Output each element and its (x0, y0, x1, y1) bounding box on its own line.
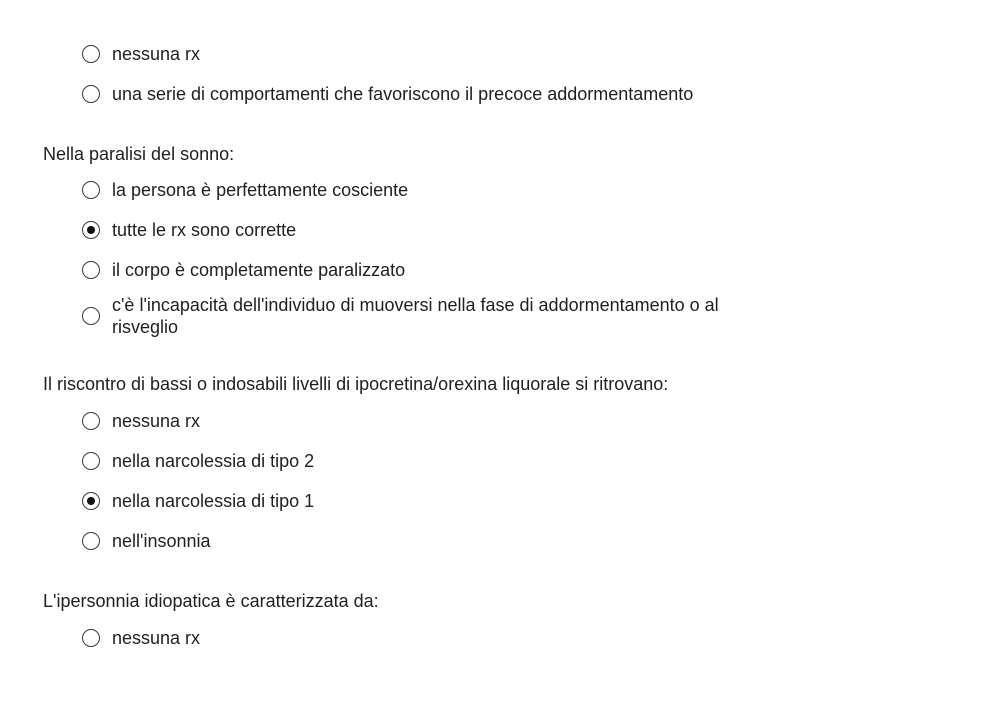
option-b1-o0[interactable] (82, 179, 408, 201)
option-b0-o1[interactable] (82, 83, 693, 105)
option-b3-o0[interactable] (82, 627, 200, 649)
radio-button[interactable] (82, 85, 100, 103)
radio-button[interactable] (82, 181, 100, 199)
question-text: L'ipersonnia idiopatica è caratterizzata da: (43, 591, 379, 611)
option-label: nessuna rx (112, 44, 201, 64)
option-b2-o0[interactable] (82, 410, 200, 432)
option-label: nella narcolessia di tipo 1 (112, 491, 315, 511)
option-label: nessuna rx (112, 411, 201, 431)
option-b2-o3[interactable] (82, 530, 211, 552)
radio-button[interactable] (82, 412, 100, 430)
option-label: la persona è perfettamente cosciente (112, 180, 409, 200)
radio-button[interactable] (82, 307, 100, 325)
option-b1-o2[interactable] (82, 259, 405, 281)
option-label: una serie di comportamenti che favoriscono il precoce addormentamento (112, 84, 694, 104)
option-b0-o0[interactable] (82, 43, 200, 65)
option-label: nell'insonnia (112, 531, 211, 551)
question-text: Il riscontro di bassi o indosabili livelli di ipocretina/orexina liquorale si ritrovano: (43, 374, 669, 394)
radio-button[interactable] (82, 452, 100, 470)
option-label: c'è l'incapacità dell'individuo di muoversi nella fase di addormentamento o al risveglio (112, 295, 719, 337)
question-text: Nella paralisi del sonno: (43, 144, 235, 164)
option-b1-o3[interactable] (82, 294, 732, 338)
option-b2-o1[interactable] (82, 450, 314, 472)
radio-button[interactable] (82, 532, 100, 550)
radio-button[interactable] (82, 45, 100, 63)
radio-button[interactable] (82, 261, 100, 279)
option-label: il corpo è completamente paralizzato (112, 260, 406, 280)
option-b2-o2[interactable] (82, 490, 314, 512)
option-b1-o1[interactable] (82, 219, 296, 241)
option-label: nessuna rx (112, 628, 201, 648)
radio-button[interactable] (82, 492, 100, 510)
option-label: tutte le rx sono corrette (112, 220, 297, 240)
radio-button[interactable] (82, 221, 100, 239)
option-label: nella narcolessia di tipo 2 (112, 451, 315, 471)
radio-button[interactable] (82, 629, 100, 647)
